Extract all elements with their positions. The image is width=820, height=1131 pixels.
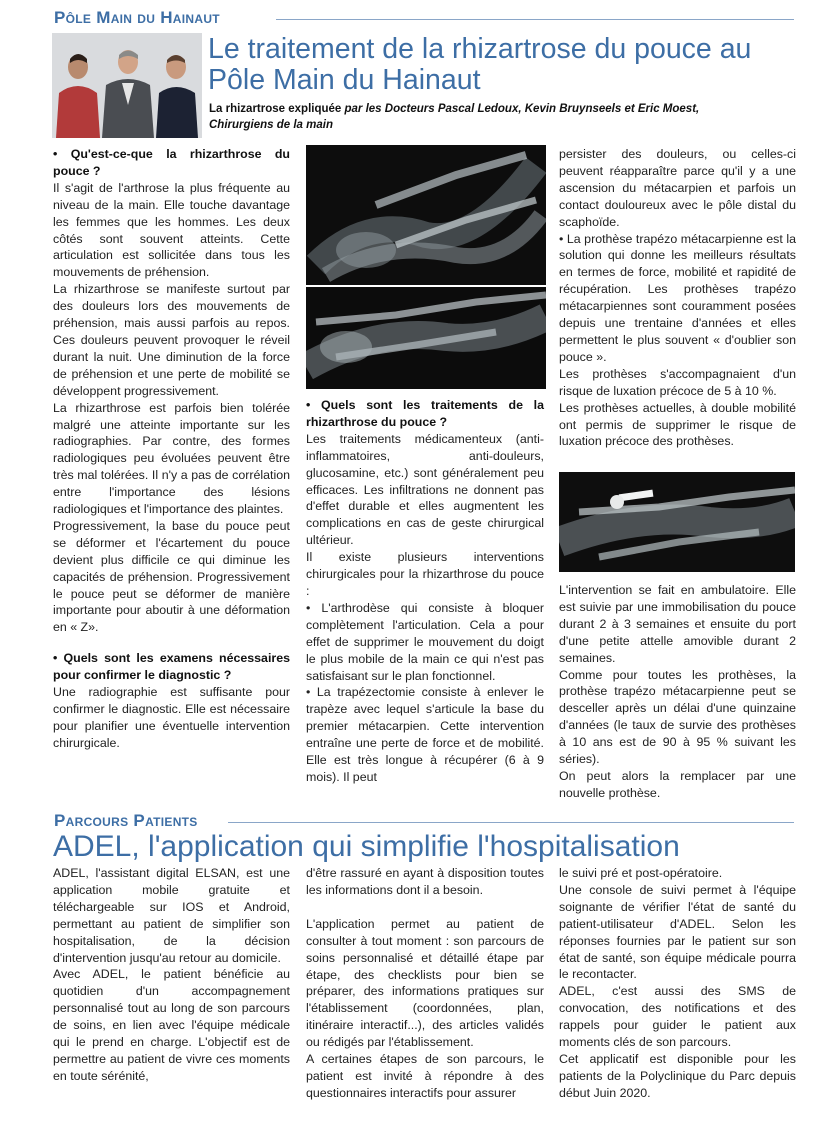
xray-illustration-1 [306, 145, 546, 285]
section-label-pole-main: Pôle Main du Hainaut [54, 8, 220, 27]
paragraph: Il existe plusieurs interventions chirurgicales pour la rhizarthrose du pouce : [306, 550, 544, 598]
paragraph: Une radiographie est suffisante pour confirmer le diagnostic. Elle est nécessaire pour planifier une éventuelle intervention chirurgicale. [53, 685, 290, 750]
xray-illustration-2 [306, 287, 546, 389]
article-title-line1: Le traitement de la rhizartrose du pouce au [208, 33, 752, 65]
question-treatments: • Quels sont les traitements de la rhizarthrose du pouce ? [306, 398, 544, 429]
paragraph: ADEL, c'est aussi des SMS de convocation, des notifications et des rappels pour guider le patient aux moments clés de son parcours. [559, 984, 796, 1050]
paragraph: persister des douleurs, ou celles-ci peuvent réapparaître parce qu'il y a une ascension du métacarpien et parfois un contact douloureux avec le pôle distal du scaphoïde. [559, 147, 796, 229]
adel-title: ADEL, l'application qui simplifie l'hospitalisation [53, 830, 680, 863]
section-divider [228, 822, 794, 823]
article-subtitle [209, 101, 799, 133]
paragraph: • L'arthrodèse qui consiste à bloquer complètement l'articulation. Cela a pour effet de supprimer le mouvement du doigt le plus mobile de la main ce qui n'est pas satisfaisant sur le plan fonctionnel. [306, 600, 544, 683]
paragraph: L'intervention se fait en ambulatoire. Elle est suivie par une immobilisation du pouce durant 2 à 3 semaines et ensuite du port d'une petite attelle amovible durant 2 semaines. [559, 583, 796, 665]
paragraph: d'être rassuré en ayant à disposition toutes les informations dont il a besoin. [306, 866, 544, 897]
paragraph: le suivi pré et post-opératoire. [559, 866, 723, 880]
surgeons-illustration [52, 33, 202, 138]
paragraph: Comme pour toutes les prothèses, la prothèse trapézo métacarpienne peut se desceller après un délai d'une quinzaine d'années (le taux de survie des prothèses à 10 ans est de 90 à 95 % suivant les séries). [559, 667, 796, 767]
paragraph: • La trapézectomie consiste à enlever le trapèze avec lequel s'articule la base du premier métacarpien. Cette intervention entraîne une perte de force et de mobilité. Elle est très longue à récupérer (6 à 9 mois). Il peut [306, 685, 544, 784]
article-title [208, 34, 808, 96]
xray-image-prosthesis [559, 472, 795, 572]
xray-image-hand-2 [306, 287, 546, 389]
article-column-1 [53, 146, 290, 752]
paragraph: • La prothèse trapézo métacarpienne est la solution qui donne les meilleurs résultats en termes de force, mobilité et rapidité de récupération. Les prothèses trapézo métacarpiennes sont couramment posées depuis une trentaine d'années et elles permettent le plus souvent « d'oublier son pouce ». [559, 231, 796, 364]
surgeons-photo [52, 33, 202, 138]
paragraph: Les traitements médicamenteux (anti-inflammatoires, anti-douleurs, glucosamine, etc.) sont généralement peu efficaces. Les infiltrations ne donnent pas d'effet durable et elles augmentent les complications en cas de geste chirurgical ultérieur. [306, 431, 544, 548]
section-label-parcours-patients: Parcours Patients [54, 811, 198, 830]
subtitle-role: Chirurgiens de la main [209, 119, 333, 131]
paragraph: Cet applicatif est disponible pour les patients de la Polyclinique du Parc depuis début Juin 2020. [559, 1051, 796, 1100]
article-column-3a [559, 146, 796, 450]
paragraph: Progressivement, la base du pouce peut se déformer et l'écartement du pouce devient plus difficile ce qui diminue les capacités de préhension. Progressivement le pouce peut se déformer de manière importante pour aboutir à une déformation en « Z». [53, 518, 290, 635]
article-title-line2: Pôle Main du Hainaut [208, 64, 481, 96]
paragraph: Une console de suivi permet à l'équipe soignante de vérifier l'état de santé du patient-utilisateur d'ADEL. Selon les réponses fournies par le patient sur son état de santé, son équipe médicale pourra le recontacter. [559, 882, 796, 982]
xray-illustration-3 [559, 472, 795, 572]
article-column-2 [306, 397, 544, 786]
paragraph: Les prothèses s'accompagnaient d'un risque de luxation précoce de 5 à 10 %. [559, 366, 796, 398]
paragraph: Avec ADEL, le patient bénéficie au quotidien d'un accompagnement personnalisé tout au long de son parcours de soins, en lien avec l'équipe médicale qui le prend en charge. L'objectif est de permettre au patient de vivre ces moments en toute sérénité, [53, 967, 290, 1083]
paragraph: Il s'agit de l'arthrose la plus fréquente au niveau de la main. Elle touche davantage les femmes que les hommes. Les deux côtés sont souvent atteints. Cette articulation est sollicitée dans tous les mouvements de préhension. [53, 180, 290, 280]
subtitle-authors: par les Docteurs Pascal Ledoux, Kevin Bruynseels et Eric Moest, [344, 103, 700, 115]
article-column-3b [559, 582, 796, 802]
adel-column-1 [53, 865, 290, 1085]
paragraph: La rhizarthrose est parfois bien tolérée malgré une atteinte importante sur les radiographies. Par contre, des formes radiologiques peu évoluées peuvent être très mal tolérées. Il n'y a pas de corrélation entre l'importance des lésions radiologiques et l'importance des plaintes. [53, 400, 290, 517]
paragraph: On peut alors la remplacer par une nouvelle prothèse. [559, 768, 796, 800]
subtitle-lead: La rhizartrose expliquée [209, 103, 345, 115]
adel-column-3 [559, 865, 796, 1102]
paragraph: ADEL, l'assistant digital ELSAN, est une application mobile gratuite et téléchargeable sur IOS et Android, permettant au patient de simplifier son hospitalisation, de la décision d'intervention jusqu'au retour au domicile. [53, 866, 290, 965]
paragraph: L'application permet au patient de consulter à tout moment : son parcours de soins personnalisé et détaillé étape par étape, des checklists pour bien se préparer, des informations pratiques sur l'établissement (coordonnées, plan, itinéraire interactif...), des articles validés ou rédigés par l'établissement. [306, 916, 544, 1050]
adel-column-2 [306, 865, 544, 1102]
xray-image-hand-1 [306, 145, 546, 285]
paragraph: La rhizarthrose se manifeste surtout par des douleurs lors des mouvements de préhension, mais aussi parfois au repos. Ces douleurs peuvent provoquer le réveil durant la nuit. Une diminution de la force de préhension et une perte de mobilité se développent progressivement. [53, 282, 290, 398]
question-what-is: • Qu'est-ce-que la rhizarthrose du pouce ? [53, 147, 290, 178]
section-divider [276, 19, 794, 20]
paragraph: Les prothèses actuelles, à double mobilité ont permis de supprimer le risque de luxation précoce des prothèses. [559, 400, 796, 449]
question-exams: • Quels sont les examens nécessaires pour confirmer le diagnostic ? [53, 651, 290, 683]
paragraph: A certaines étapes de son parcours, le patient est invité à répondre à des questionnaires interactifs pour assurer [306, 1052, 544, 1100]
